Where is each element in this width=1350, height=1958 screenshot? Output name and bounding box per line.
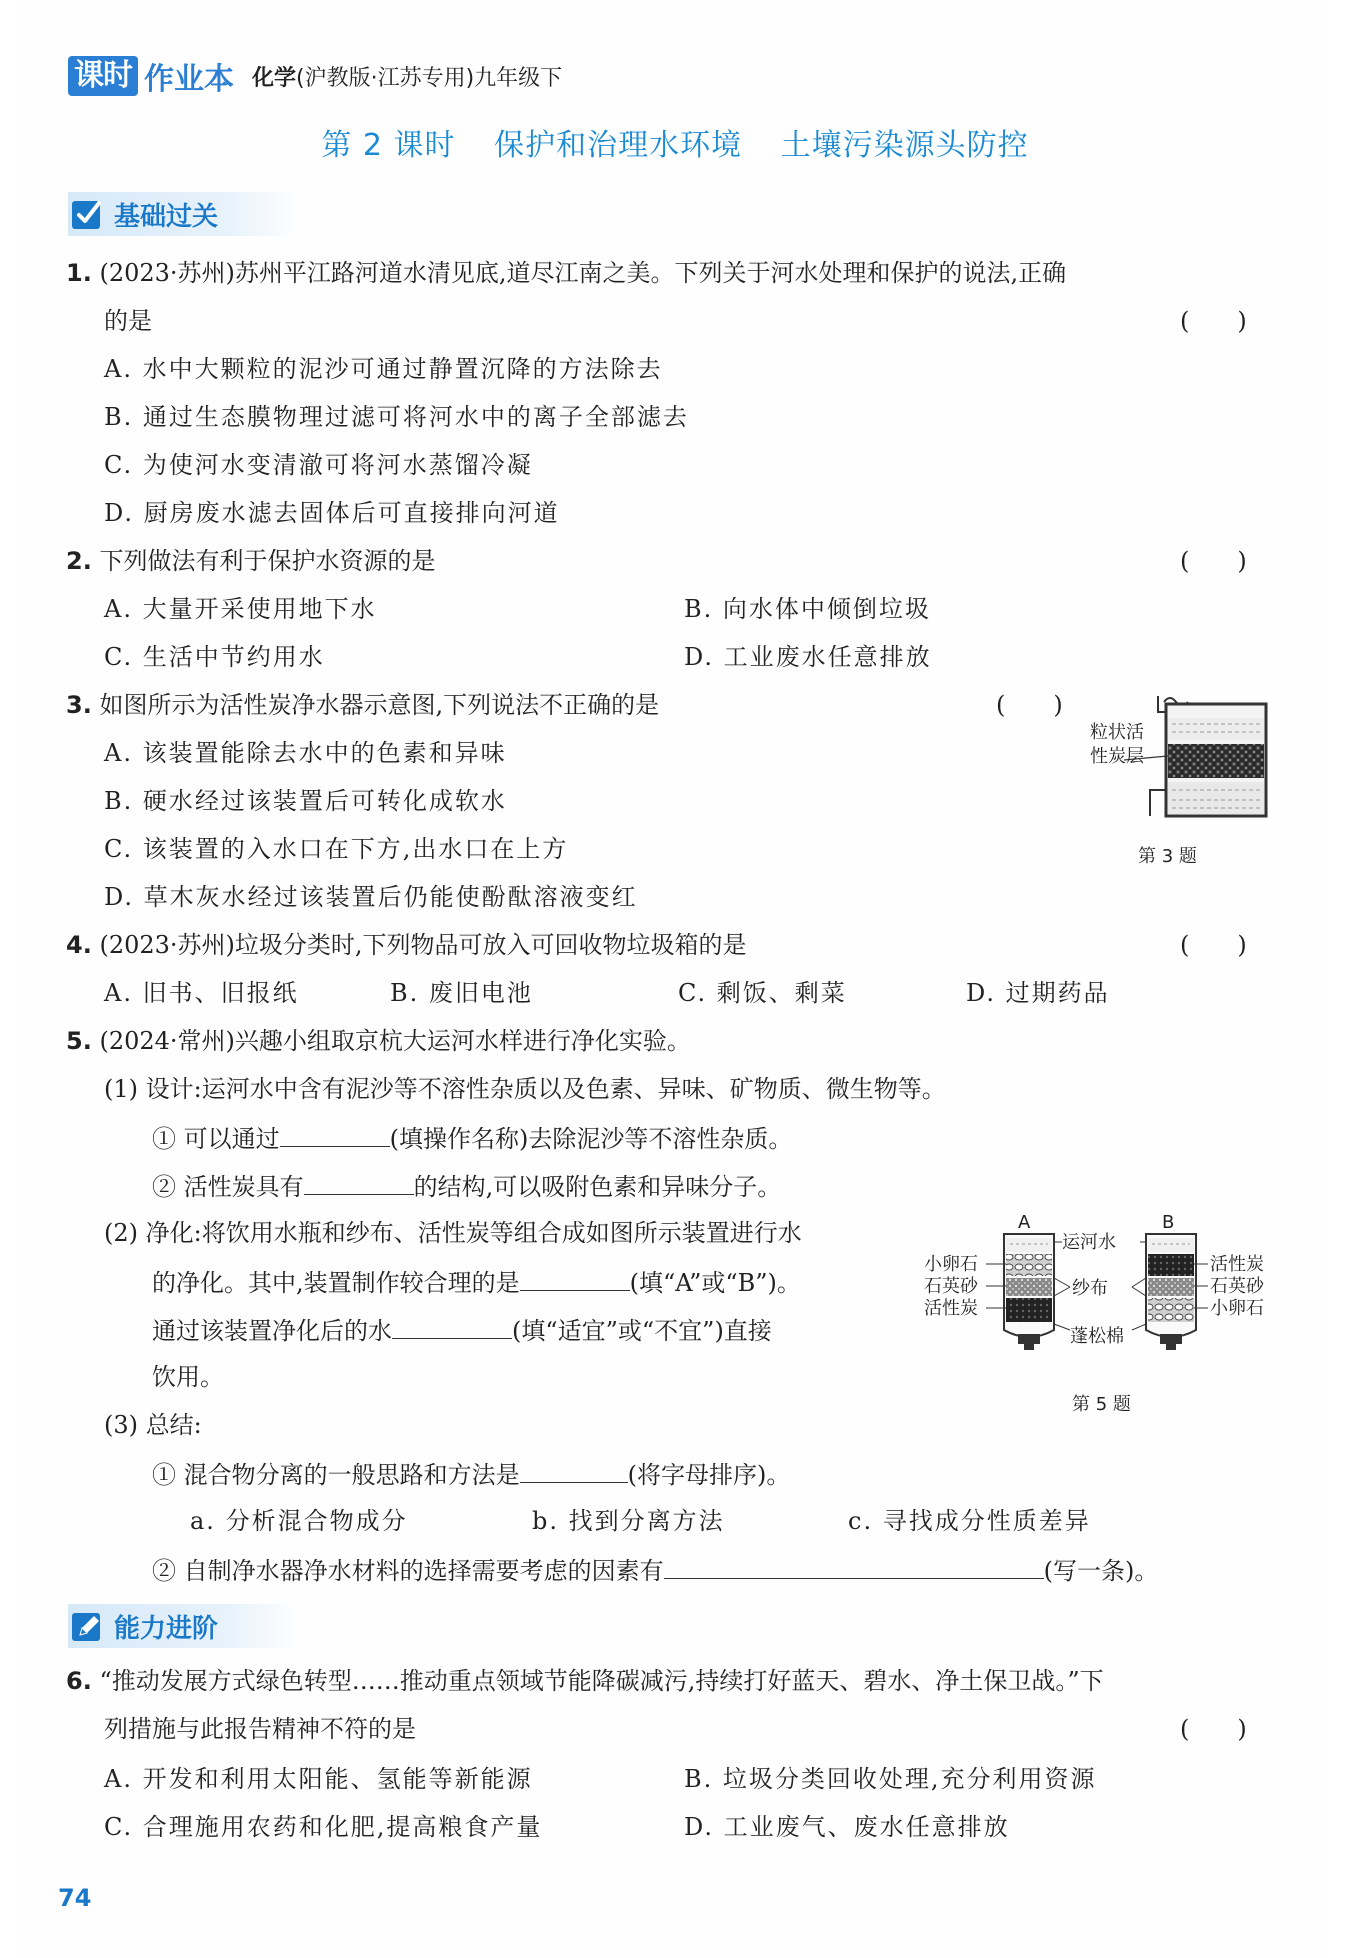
q3-option-d: D. 草木灰水经过该装置后仍能使酚酞溶液变红 [104,883,638,911]
q6-option-b: B. 垃圾分类回收处理,充分利用资源 [684,1765,1097,1793]
q2-option-d: D. 工业废水任意排放 [684,643,932,671]
q5-figure [924,1212,1268,1362]
q5-fig-luanshi-left: 小卵石 [924,1254,978,1275]
q4-option-d: D. 过期药品 [966,979,1110,1007]
q5-part2-line2-text-a: 的净化。其中,装置制作较合理的是 [152,1269,520,1297]
q5-blank-1[interactable] [280,1120,390,1147]
q5-part2-line1: (2) 净化:将饮用水瓶和纱布、活性炭等组合成如图所示装置进行水 [104,1219,802,1247]
q1-option-c: C. 为使河水变清澈可将河水蒸馏冷凝 [104,451,533,479]
q4-stem [66,928,747,962]
section-advanced-label: 能力进阶 [114,1613,219,1644]
q6-option-a: A. 开发和利用太阳能、氢能等新能源 [104,1765,533,1793]
q5-bottle-a [1004,1234,1054,1350]
q5-fig-pengsong: 蓬松棉 [1070,1326,1124,1347]
q5-part1-ii [152,1168,781,1204]
checkbox-icon [70,197,104,231]
q5-blank-4[interactable] [392,1312,512,1339]
page-number: 74 [58,1884,92,1912]
section-basic [68,192,298,236]
q5-fig-label-B: B [1162,1212,1175,1233]
q5-part3-ii [152,1552,1158,1588]
q5-part2-line3 [152,1312,772,1348]
q5-blank-2[interactable] [304,1168,414,1195]
q1-number: 1. [66,259,92,287]
q1-option-a: A. 水中大颗粒的泥沙可通过静置沉降的方法除去 [104,355,663,383]
q6-option-d: D. 工业废气、废水任意排放 [684,1813,1010,1841]
q5-part1-i-text-b: (填操作名称)去除泥沙等不溶性杂质。 [389,1125,793,1153]
q2-answer-paren: ( ) [1180,547,1247,575]
q6-stem-line1 [66,1664,1104,1698]
q5-part3-i-text-a: ① 混合物分离的一般思路和方法是 [152,1461,520,1489]
q2-stem-text: 下列做法有利于保护水资源的是 [99,547,436,575]
q3-fig-label-2: 性炭层 [1090,746,1144,767]
q6-number: 6. [66,1667,92,1695]
q1-answer-paren: ( ) [1180,307,1247,335]
q5-caption: 第 5 题 [1072,1394,1131,1415]
q5-stem-text: (2024·常州)兴趣小组取京杭大运河水样进行净化实验。 [99,1027,691,1055]
q4-option-c: C. 剩饭、剩菜 [678,979,847,1007]
q5-number: 5. [66,1027,92,1055]
q6-stem-text1: “推动发展方式绿色转型……推动重点领域节能降碳减污,持续打好蓝天、碧水、净土保卫战。”下 [99,1667,1104,1695]
q5-part3-i-text-b: (将字母排序)。 [627,1461,791,1489]
q1-option-b: B. 通过生态膜物理过滤可将河水中的离子全部滤去 [104,403,689,431]
q3-figure [1088,690,1274,830]
q5-bottle-b [1146,1234,1196,1350]
q5-part2-line3-text-b: (填“适宜”或“不宜”)直接 [512,1317,772,1345]
q5-part1: (1) 设计:运河水中含有泥沙等不溶性杂质以及色素、异味、矿物质、微生物等。 [104,1075,946,1103]
q3-fig-label-1: 粒状活 [1090,722,1144,743]
q4-option-a: A. 旧书、旧报纸 [104,979,299,1007]
q4-stem-text: (2023·苏州)垃圾分类时,下列物品可放入可回收物垃圾箱的是 [99,931,747,959]
q6-answer-paren: ( ) [1180,1715,1247,1743]
q5-part1-i [152,1120,792,1156]
q5-part1-i-text-a: ① 可以通过 [152,1125,280,1153]
q5-fig-label-A: A [1018,1212,1031,1233]
q3-stem-text: 如图所示为活性炭净水器示意图,下列说法不正确的是 [99,691,660,719]
q5-blank-6[interactable] [664,1552,1044,1579]
q3-answer-paren: ( ) [996,691,1063,719]
lesson-title [0,120,1350,164]
q2-stem [66,544,435,578]
q3-caption: 第 3 题 [1138,846,1197,867]
q5-blank-5[interactable] [520,1456,628,1483]
section-basic-label: 基础过关 [114,201,219,232]
q6-stem-line2: 列措施与此报告精神不符的是 [104,1715,416,1743]
q1-stem-line2: 的是 [104,307,152,335]
q2-option-c: C. 生活中节约用水 [104,643,325,671]
section-advanced [68,1604,298,1648]
q5-blank-3[interactable] [520,1264,630,1291]
q1-stem-line1 [66,256,1066,290]
q1-stem-text1: (2023·苏州)苏州平江路河道水清见底,道尽江南之美。下列关于河水处理和保护的说法,正确 [99,259,1067,287]
q5-stem [66,1024,691,1058]
q5-part1-ii-text-a: ② 活性炭具有 [152,1173,304,1201]
lesson-title-b: 土壤污染源头防控 [780,128,1029,163]
q5-fig-tan-right: 活性炭 [1210,1254,1264,1275]
q5-fig-shiying-left: 石英砂 [924,1276,978,1297]
q5-part2-line2 [152,1264,801,1300]
q5-part3-ii-text-b: (写一条)。 [1043,1557,1159,1585]
q3-option-c: C. 该装置的入水口在下方,出水口在上方 [104,835,569,863]
q5-fig-shabu: 纱布 [1072,1278,1108,1299]
book-subject [252,61,562,92]
subject-name: 化学 [252,65,297,91]
lesson-number: 第 2 课时 [321,128,456,163]
q4-option-b: B. 废旧电池 [390,979,533,1007]
q5-fig-luanshi-right: 小卵石 [1210,1298,1264,1319]
q5-part3-option-a: a. 分析混合物成分 [190,1507,408,1535]
q1-option-d: D. 厨房废水滤去固体后可直接排向河道 [104,499,560,527]
q3-stem [66,688,659,722]
q5-part2-line2-text-b: (填“A”或“B”)。 [629,1269,801,1297]
q5-part3-i [152,1456,790,1492]
q2-number: 2. [66,547,92,575]
book-edition: (沪教版·江苏专用)九年级下 [296,65,563,91]
q6-option-c: C. 合理施用农药和化肥,提高粮食产量 [104,1813,543,1841]
q5-part2-line3-text-a: 通过该装置净化后的水 [152,1317,392,1345]
q5-part3-option-c: c. 寻找成分性质差异 [848,1507,1091,1535]
q5-part3-ii-text-a: ② 自制净水器净水材料的选择需要考虑的因素有 [152,1557,664,1585]
q5-part3: (3) 总结: [104,1411,202,1439]
q3-number: 3. [66,691,92,719]
q3-option-a: A. 该装置能除去水中的色素和异味 [104,739,507,767]
q4-number: 4. [66,931,92,959]
brand-book-name: 作业本 [144,62,234,97]
q2-option-a: A. 大量开采使用地下水 [104,595,377,623]
q2-option-b: B. 向水体中倾倒垃圾 [684,595,931,623]
lesson-title-a: 保护和治理水环境 [494,128,743,163]
q5-fig-tan-left: 活性炭 [924,1298,978,1319]
q5-part3-option-b: b. 找到分离方法 [532,1507,725,1535]
q5-fig-yunhe: 运河水 [1062,1232,1116,1253]
q5-part2-line4: 饮用。 [152,1363,224,1391]
q5-fig-shiying-right: 石英砂 [1210,1276,1264,1297]
q3-filter-vessel [1124,696,1266,816]
brand-logo: 课时 [68,56,138,96]
pencil-icon [70,1609,104,1643]
q4-answer-paren: ( ) [1180,931,1247,959]
q3-option-b: B. 硬水经过该装置后可转化成软水 [104,787,507,815]
header-brand [68,56,562,96]
q5-part1-ii-text-b: 的结构,可以吸附色素和异味分子。 [413,1173,782,1201]
